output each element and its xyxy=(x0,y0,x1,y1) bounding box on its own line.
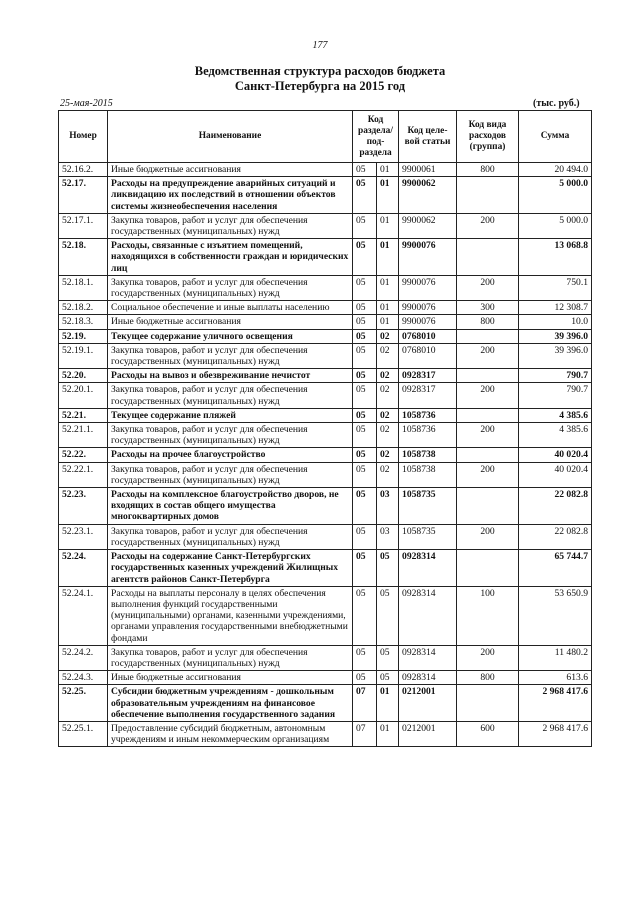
row-target-code: 9900076 xyxy=(399,301,457,315)
row-expense-type: 800 xyxy=(457,163,519,177)
row-expense-type: 200 xyxy=(457,645,519,670)
row-target-code: 1058736 xyxy=(399,423,457,448)
row-subsection: 01 xyxy=(377,163,399,177)
row-section: 05 xyxy=(353,163,377,177)
row-section: 05 xyxy=(353,369,377,383)
row-target-code: 0928314 xyxy=(399,550,457,587)
row-number: 52.25.1. xyxy=(59,721,108,746)
row-amount: 4 385.6 xyxy=(519,423,592,448)
row-expense-type xyxy=(457,448,519,462)
table-row xyxy=(59,163,592,177)
row-target-code: 9900076 xyxy=(399,275,457,300)
row-subsection: 01 xyxy=(377,239,399,276)
table-row xyxy=(59,671,592,685)
table-row xyxy=(59,645,592,670)
row-expense-type: 200 xyxy=(457,343,519,368)
row-amount: 40 020.4 xyxy=(519,448,592,462)
row-target-code: 0212001 xyxy=(399,721,457,746)
row-section: 05 xyxy=(353,177,377,214)
row-number: 52.22.1. xyxy=(59,462,108,487)
row-name: Закупка товаров, работ и услуг для обеспечения государственных (муниципальных) нужд xyxy=(108,524,353,549)
table-row xyxy=(59,524,592,549)
row-subsection: 01 xyxy=(377,685,399,722)
row-name: Иные бюджетные ассигнования xyxy=(108,671,353,685)
row-number: 52.24.3. xyxy=(59,671,108,685)
row-target-code: 0212001 xyxy=(399,685,457,722)
table-row xyxy=(59,488,592,525)
row-target-code: 9900062 xyxy=(399,213,457,238)
row-section: 05 xyxy=(353,524,377,549)
row-expense-type xyxy=(457,369,519,383)
row-section: 05 xyxy=(353,343,377,368)
row-name: Закупка товаров, работ и услуг для обеспечения государственных (муниципальных) нужд xyxy=(108,462,353,487)
row-target-code: 0768010 xyxy=(399,343,457,368)
row-name: Расходы, связанные с изъятием помещений, находящихся в собственности граждан и юридических лиц xyxy=(108,239,353,276)
row-subsection: 02 xyxy=(377,329,399,343)
row-amount: 5 000.0 xyxy=(519,177,592,214)
row-section: 05 xyxy=(353,462,377,487)
row-subsection: 01 xyxy=(377,275,399,300)
row-number: 52.20.1. xyxy=(59,383,108,408)
row-expense-type: 200 xyxy=(457,524,519,549)
row-amount: 22 082.8 xyxy=(519,524,592,549)
row-subsection: 02 xyxy=(377,369,399,383)
table-row xyxy=(59,685,592,722)
row-subsection: 03 xyxy=(377,524,399,549)
row-expense-type: 200 xyxy=(457,462,519,487)
row-name: Иные бюджетные ассигнования xyxy=(108,163,353,177)
row-amount: 22 082.8 xyxy=(519,488,592,525)
row-number: 52.22. xyxy=(59,448,108,462)
row-expense-type xyxy=(457,550,519,587)
row-amount: 750.1 xyxy=(519,275,592,300)
row-amount: 10.0 xyxy=(519,315,592,329)
row-amount: 12 308.7 xyxy=(519,301,592,315)
table-row xyxy=(59,383,592,408)
table-row xyxy=(59,408,592,422)
row-target-code: 9900062 xyxy=(399,177,457,214)
header-name: Наименование xyxy=(108,111,353,163)
row-target-code: 1058735 xyxy=(399,524,457,549)
table-row xyxy=(59,343,592,368)
row-target-code: 0928314 xyxy=(399,586,457,645)
row-target-code: 0768010 xyxy=(399,329,457,343)
row-subsection: 01 xyxy=(377,177,399,214)
table-row xyxy=(59,448,592,462)
row-number: 52.18.2. xyxy=(59,301,108,315)
row-section: 05 xyxy=(353,671,377,685)
row-section: 05 xyxy=(353,488,377,525)
row-subsection: 02 xyxy=(377,408,399,422)
row-number: 52.24.2. xyxy=(59,645,108,670)
row-number: 52.16.2. xyxy=(59,163,108,177)
row-expense-type: 200 xyxy=(457,275,519,300)
row-number: 52.20. xyxy=(59,369,108,383)
table-row xyxy=(59,423,592,448)
row-amount: 2 968 417.6 xyxy=(519,721,592,746)
row-number: 52.19. xyxy=(59,329,108,343)
units-label: (тыс. руб.) xyxy=(533,98,580,109)
row-name: Субсидии бюджетным учреждениям - дошкольным образовательным учреждениям на финансовое обеспечение выполнения государственного задания xyxy=(108,685,353,722)
row-expense-type xyxy=(457,177,519,214)
row-name: Расходы на вывоз и обезвреживание нечистот xyxy=(108,369,353,383)
title-line-1: Ведомственная структура расходов бюджета xyxy=(194,64,446,78)
row-name: Социальное обеспечение и иные выплаты населению xyxy=(108,301,353,315)
row-number: 52.18. xyxy=(59,239,108,276)
row-number: 52.19.1. xyxy=(59,343,108,368)
row-subsection: 05 xyxy=(377,586,399,645)
row-target-code: 1058735 xyxy=(399,488,457,525)
row-amount: 613.6 xyxy=(519,671,592,685)
table-row xyxy=(59,239,592,276)
row-subsection: 02 xyxy=(377,423,399,448)
table-row xyxy=(59,550,592,587)
row-expense-type xyxy=(457,329,519,343)
row-section: 05 xyxy=(353,301,377,315)
page-number: 177 xyxy=(312,40,328,51)
table-row xyxy=(59,315,592,329)
row-section: 05 xyxy=(353,315,377,329)
row-amount: 39 396.0 xyxy=(519,329,592,343)
row-amount: 5 000.0 xyxy=(519,213,592,238)
row-section: 05 xyxy=(353,645,377,670)
row-amount: 4 385.6 xyxy=(519,408,592,422)
row-expense-type xyxy=(457,488,519,525)
row-name: Расходы на предупреждение аварийных ситуаций и ликвидацию их последствий в отношении объектов системы жизнеобеспечения населения xyxy=(108,177,353,214)
row-target-code: 9900076 xyxy=(399,239,457,276)
row-subsection: 05 xyxy=(377,645,399,670)
row-expense-type: 200 xyxy=(457,213,519,238)
row-subsection: 05 xyxy=(377,671,399,685)
row-amount: 65 744.7 xyxy=(519,550,592,587)
row-section: 05 xyxy=(353,423,377,448)
table-row xyxy=(59,275,592,300)
row-expense-type: 800 xyxy=(457,671,519,685)
row-amount: 13 068.8 xyxy=(519,239,592,276)
row-expense-type xyxy=(457,408,519,422)
table-row xyxy=(59,369,592,383)
row-number: 52.21. xyxy=(59,408,108,422)
row-amount: 790.7 xyxy=(519,369,592,383)
title-line-2: Санкт-Петербурга на 2015 год xyxy=(234,79,406,93)
row-expense-type: 100 xyxy=(457,586,519,645)
row-name: Закупка товаров, работ и услуг для обеспечения государственных (муниципальных) нужд xyxy=(108,383,353,408)
row-name: Расходы на комплексное благоустройство дворов, не входящих в состав общего имущества многоквартирных домов xyxy=(108,488,353,525)
row-name: Закупка товаров, работ и услуг для обеспечения государственных (муниципальных) нужд xyxy=(108,645,353,670)
row-number: 52.17. xyxy=(59,177,108,214)
row-section: 05 xyxy=(353,275,377,300)
row-number: 52.23. xyxy=(59,488,108,525)
row-subsection: 05 xyxy=(377,550,399,587)
row-name: Иные бюджетные ассигнования xyxy=(108,315,353,329)
row-section: 05 xyxy=(353,448,377,462)
row-expense-type: 200 xyxy=(457,423,519,448)
row-section: 05 xyxy=(353,550,377,587)
row-number: 52.18.1. xyxy=(59,275,108,300)
table-row xyxy=(59,329,592,343)
row-amount: 11 480.2 xyxy=(519,645,592,670)
row-subsection: 01 xyxy=(377,721,399,746)
row-target-code: 0928317 xyxy=(399,383,457,408)
row-amount: 40 020.4 xyxy=(519,462,592,487)
row-amount: 2 968 417.6 xyxy=(519,685,592,722)
page-title xyxy=(0,64,640,94)
row-subsection: 02 xyxy=(377,448,399,462)
row-number: 52.25. xyxy=(59,685,108,722)
table-row xyxy=(59,301,592,315)
row-section: 07 xyxy=(353,685,377,722)
row-subsection: 01 xyxy=(377,301,399,315)
header-amount: Сумма xyxy=(519,111,592,163)
table-row xyxy=(59,213,592,238)
row-target-code: 9900061 xyxy=(399,163,457,177)
header-expense-type: Код вида расходов (группа) xyxy=(457,111,519,163)
row-target-code: 0928314 xyxy=(399,645,457,670)
row-expense-type xyxy=(457,239,519,276)
row-amount: 39 396.0 xyxy=(519,343,592,368)
row-target-code: 9900076 xyxy=(399,315,457,329)
row-name: Закупка товаров, работ и услуг для обеспечения государственных (муниципальных) нужд xyxy=(108,423,353,448)
row-number: 52.21.1. xyxy=(59,423,108,448)
row-amount: 20 494.0 xyxy=(519,163,592,177)
row-subsection: 02 xyxy=(377,462,399,487)
row-target-code: 1058738 xyxy=(399,448,457,462)
row-subsection: 02 xyxy=(377,383,399,408)
header-number: Номер xyxy=(59,111,108,163)
row-subsection: 03 xyxy=(377,488,399,525)
row-section: 05 xyxy=(353,239,377,276)
row-section: 05 xyxy=(353,383,377,408)
row-name: Текущее содержание уличного освещения xyxy=(108,329,353,343)
row-expense-type xyxy=(457,685,519,722)
row-section: 05 xyxy=(353,329,377,343)
row-number: 52.23.1. xyxy=(59,524,108,549)
row-expense-type: 600 xyxy=(457,721,519,746)
row-name: Расходы на выплаты персоналу в целях обеспечения выполнения функций государственными (муниципальными) органами, казенными учреждениями, органами управления государственными внебюджетными фондами xyxy=(108,586,353,645)
row-target-code: 0928314 xyxy=(399,671,457,685)
row-number: 52.24.1. xyxy=(59,586,108,645)
row-number: 52.17.1. xyxy=(59,213,108,238)
header-section: Код раздела/ под- раздела xyxy=(353,111,399,163)
row-name: Закупка товаров, работ и услуг для обеспечения государственных (муниципальных) нужд xyxy=(108,213,353,238)
table-body xyxy=(59,163,592,747)
row-section: 05 xyxy=(353,408,377,422)
row-target-code: 1058736 xyxy=(399,408,457,422)
row-amount: 53 650.9 xyxy=(519,586,592,645)
table-row xyxy=(59,721,592,746)
row-name: Расходы на прочее благоустройство xyxy=(108,448,353,462)
table-row xyxy=(59,177,592,214)
row-subsection: 01 xyxy=(377,213,399,238)
row-section: 05 xyxy=(353,213,377,238)
row-target-code: 0928317 xyxy=(399,369,457,383)
row-expense-type: 200 xyxy=(457,383,519,408)
row-subsection: 02 xyxy=(377,343,399,368)
row-expense-type: 800 xyxy=(457,315,519,329)
row-section: 07 xyxy=(353,721,377,746)
row-name: Закупка товаров, работ и услуг для обеспечения государственных (муниципальных) нужд xyxy=(108,343,353,368)
document-date: 25-мая-2015 xyxy=(60,98,113,109)
row-name: Расходы на содержание Санкт-Петербургских государственных казенных учреждений Жилищных агентств районов Санкт-Петербурга xyxy=(108,550,353,587)
row-subsection: 01 xyxy=(377,315,399,329)
row-amount: 790.7 xyxy=(519,383,592,408)
row-name: Закупка товаров, работ и услуг для обеспечения государственных (муниципальных) нужд xyxy=(108,275,353,300)
table-header-row xyxy=(59,111,592,163)
row-name: Текущее содержание пляжей xyxy=(108,408,353,422)
table-row xyxy=(59,462,592,487)
row-expense-type: 300 xyxy=(457,301,519,315)
row-number: 52.24. xyxy=(59,550,108,587)
row-number: 52.18.3. xyxy=(59,315,108,329)
row-section: 05 xyxy=(353,586,377,645)
table-row xyxy=(59,586,592,645)
header-target: Код целе- вой статьи xyxy=(399,111,457,163)
row-target-code: 1058738 xyxy=(399,462,457,487)
budget-table xyxy=(58,110,592,747)
row-name: Предоставление субсидий бюджетным, автономным учреждениям и иным некоммерческим организациям xyxy=(108,721,353,746)
